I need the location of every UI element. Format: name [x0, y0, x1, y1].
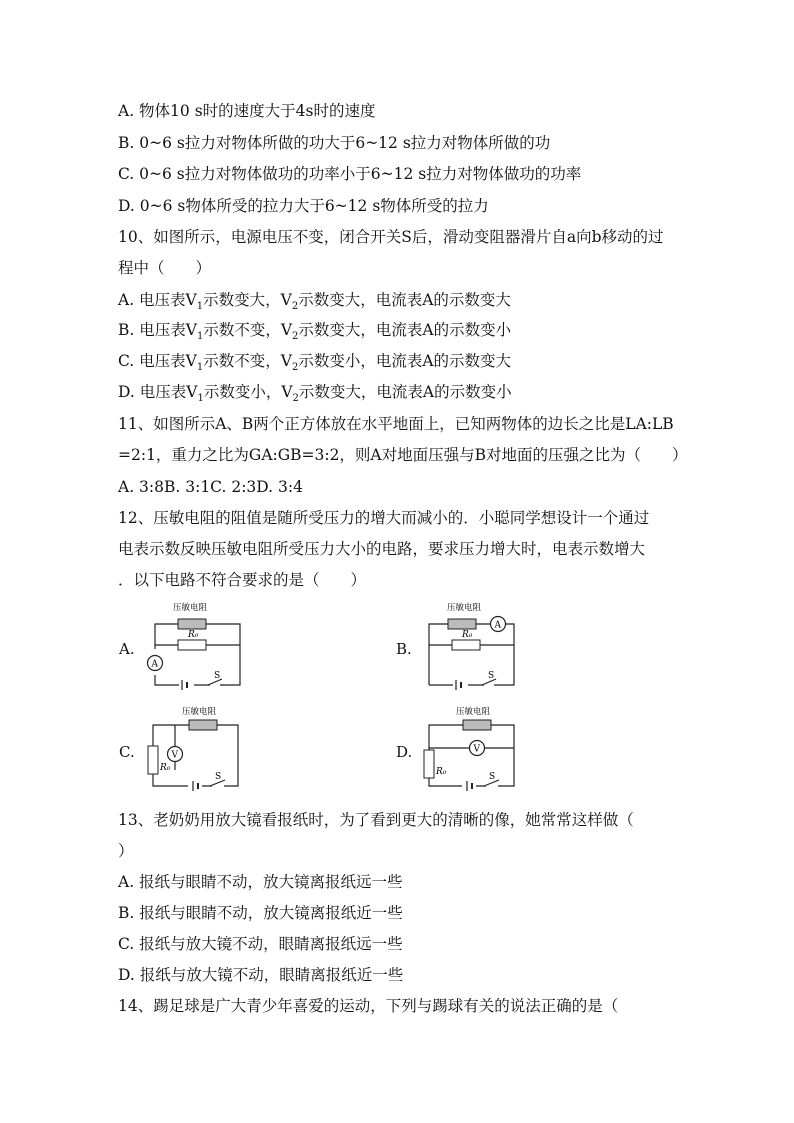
q9-option-a: A. 物体10 s时的速度大于4s时的速度	[118, 102, 376, 120]
q12-stem-line3: ．以下电路不符合要求的是（ ）	[118, 571, 367, 589]
circuit-c-meter-label: V	[171, 750, 178, 761]
circuit-d-resistor	[424, 750, 434, 778]
q11-options: A. 3:8B. 3:1C. 2:3D. 3:4	[118, 478, 303, 496]
q12-stem-line1: 12、压敏电阻的阻值是随所受压力的增大而减小的．小聪同学想设计一个通过	[118, 509, 650, 527]
circuit-a-meter-label: A	[151, 659, 158, 670]
circuit-b-sensor-label: 压敏电阻	[447, 603, 482, 613]
q14-stem-line1: 14、踢足球是广大青少年喜爱的运动，下列与踢球有关的说法正确的是（	[118, 997, 619, 1015]
q13-stem-line2: ）	[118, 842, 134, 860]
q10-option-d: D. 电压表$V_1$示数变小，$V_2$示数变大，电流表A的示数变小	[118, 383, 512, 405]
q10-option-c: C. 电压表$V_1$示数不变，$V_2$示数变小，电流表A的示数变大	[118, 352, 512, 374]
circuit-a-resistor	[178, 640, 206, 650]
q10-stem-line1: 10、如图所示，电源电压不变，闭合开关S后，滑动变阻器滑片自a向b移动的过	[118, 228, 664, 246]
circuit-d-sensor-label: 压敏电阻	[456, 707, 491, 717]
circuit-c-switch-label: S	[215, 772, 222, 782]
circuit-b-resistor	[452, 640, 480, 650]
circuit-d-label: D.	[396, 743, 413, 761]
circuit-c-sensor	[189, 720, 217, 730]
circuit-d-resistor-label: R₀	[436, 767, 447, 777]
q10-option-b: B. 电压表$V_1$示数不变，$V_2$示数变大，电流表A的示数变小	[118, 321, 512, 343]
q11-stem-line2: =2:1，重力之比为GA:GB=3:2，则A对地面压强与B对地面的压强之比为（ ）	[118, 446, 688, 464]
circuit-a-switch-label: S	[214, 671, 221, 681]
q13-option-b: B. 报纸与眼睛不动，放大镜离报纸近一些	[118, 904, 403, 922]
q9-option-c: C. 0~6 s拉力对物体做功的功率小于6~12 s拉力对物体做功的功率	[118, 165, 582, 183]
q10-stem-line2: 程中（ ）	[118, 259, 212, 277]
circuit-d-diagram	[414, 702, 524, 794]
circuit-b-diagram	[414, 600, 524, 692]
circuit-d-switch-label: S	[489, 772, 496, 782]
circuit-b-resistor-label: R₀	[462, 630, 473, 640]
circuit-d-sensor	[463, 720, 491, 730]
q13-option-c: C. 报纸与放大镜不动，眼睛离报纸远一些	[118, 935, 403, 953]
circuit-c-diagram	[140, 702, 250, 794]
q9-option-d: D. 0~6 s物体所受的拉力大于6~12 s物体所受的拉力	[118, 197, 489, 215]
circuit-c-sensor-label: 压敏电阻	[182, 707, 217, 717]
circuit-b-meter-label: A	[494, 620, 501, 631]
q13-option-d: D. 报纸与放大镜不动，眼睛离报纸近一些	[118, 966, 404, 984]
q13-option-a: A. 报纸与眼睛不动，放大镜离报纸远一些	[118, 873, 403, 891]
circuit-b-label: B.	[396, 640, 412, 658]
circuit-c-label: C.	[119, 743, 135, 761]
q12-stem-line2: 电表示数反映压敏电阻所受压力大小的电路，要求压力增大时，电表示数增大	[118, 540, 646, 558]
circuit-a-resistor-label: R₀	[188, 630, 199, 640]
circuit-b-sensor	[448, 619, 476, 629]
q11-stem-line1: 11、如图所示A、B两个正方体放在水平地面上，已知两物体的边长之比是LA:LB	[118, 415, 674, 433]
circuit-a-sensor-label: 压敏电阻	[173, 603, 208, 613]
circuit-a-label: A.	[119, 640, 135, 658]
circuit-d-meter-label: V	[473, 744, 480, 755]
circuit-a-sensor	[178, 619, 206, 629]
circuit-c-resistor	[148, 746, 158, 774]
circuit-c-resistor-label: R₀	[160, 763, 171, 773]
q10-option-a: A. 电压表$V_1$示数变大，$V_2$示数变大，电流表A的示数变大	[118, 291, 511, 313]
q13-stem-line1: 13、老奶奶用放大镜看报纸时，为了看到更大的清晰的像，她常常这样做（	[118, 811, 634, 829]
circuit-b-switch-label: S	[488, 671, 495, 681]
q9-option-b: B. 0~6 s拉力对物体所做的功大于6~12 s拉力对物体所做的功	[118, 134, 551, 152]
circuit-a-diagram	[140, 600, 250, 692]
